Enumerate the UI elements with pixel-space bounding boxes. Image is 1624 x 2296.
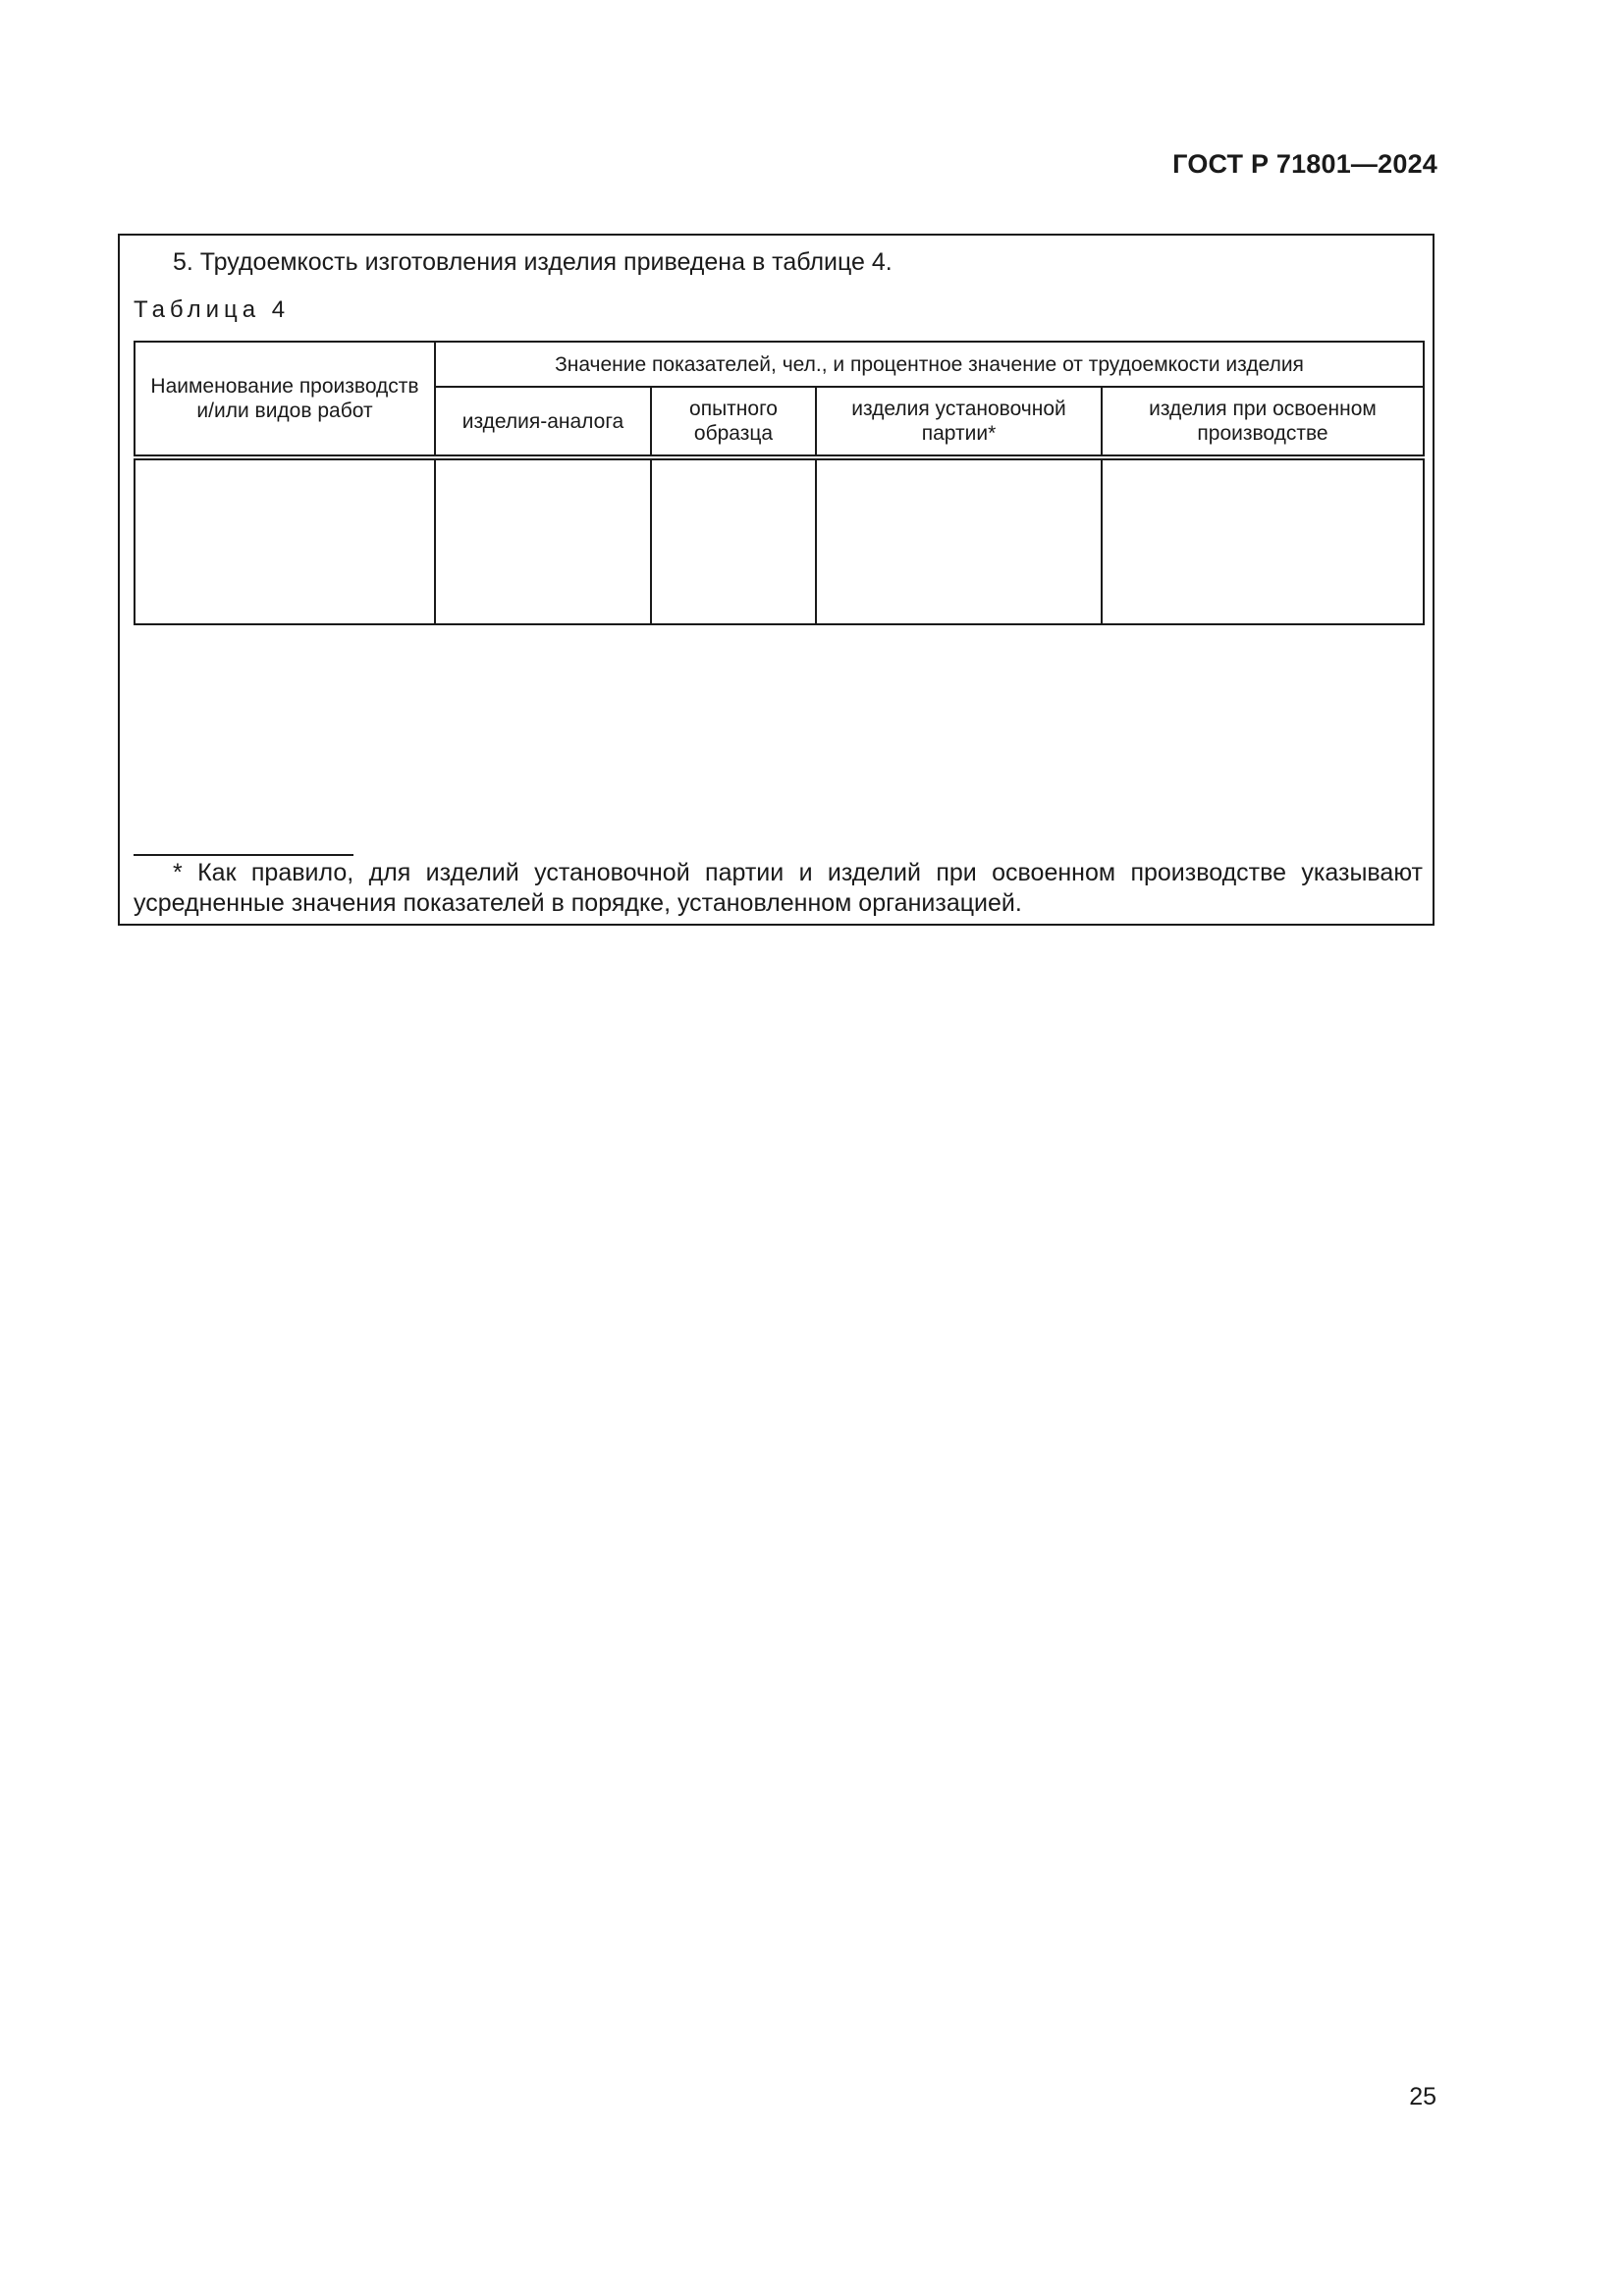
column-header-pilot-batch: изделия установочной партии* [816, 387, 1102, 457]
table-cell [651, 457, 816, 624]
table-cell [1102, 457, 1424, 624]
document-code: ГОСТ Р 71801—2024 [1172, 149, 1437, 179]
column-header-prototype: опытного образца [651, 387, 816, 457]
column-header-mastered-production: изделия при освоенном производстве [1102, 387, 1424, 457]
column-header-production-name: Наименование производств и/или видов работ [135, 342, 435, 457]
column-header-analog: изделия-аналога [435, 387, 651, 457]
table-cell [816, 457, 1102, 624]
footnote: * Как правило, для изделий установочной партии и изделий при освоенном производстве указывают усредненные значения показателей в порядке, установленном организацией. [134, 859, 1423, 917]
page-number: 25 [1409, 2083, 1436, 2110]
table-cell [435, 457, 651, 624]
footnote-separator [134, 854, 353, 856]
content-frame [118, 234, 1435, 926]
column-group-header: Значение показателей, чел., и процентное значение от трудоемкости изделия [435, 342, 1424, 387]
labor-intensity-table [134, 341, 1425, 625]
table-row [135, 457, 1424, 624]
intro-paragraph: 5. Трудоемкость изготовления изделия приведена в таблице 4. [173, 248, 893, 276]
table-caption: Таблица 4 [134, 296, 291, 323]
table-cell [135, 457, 435, 624]
